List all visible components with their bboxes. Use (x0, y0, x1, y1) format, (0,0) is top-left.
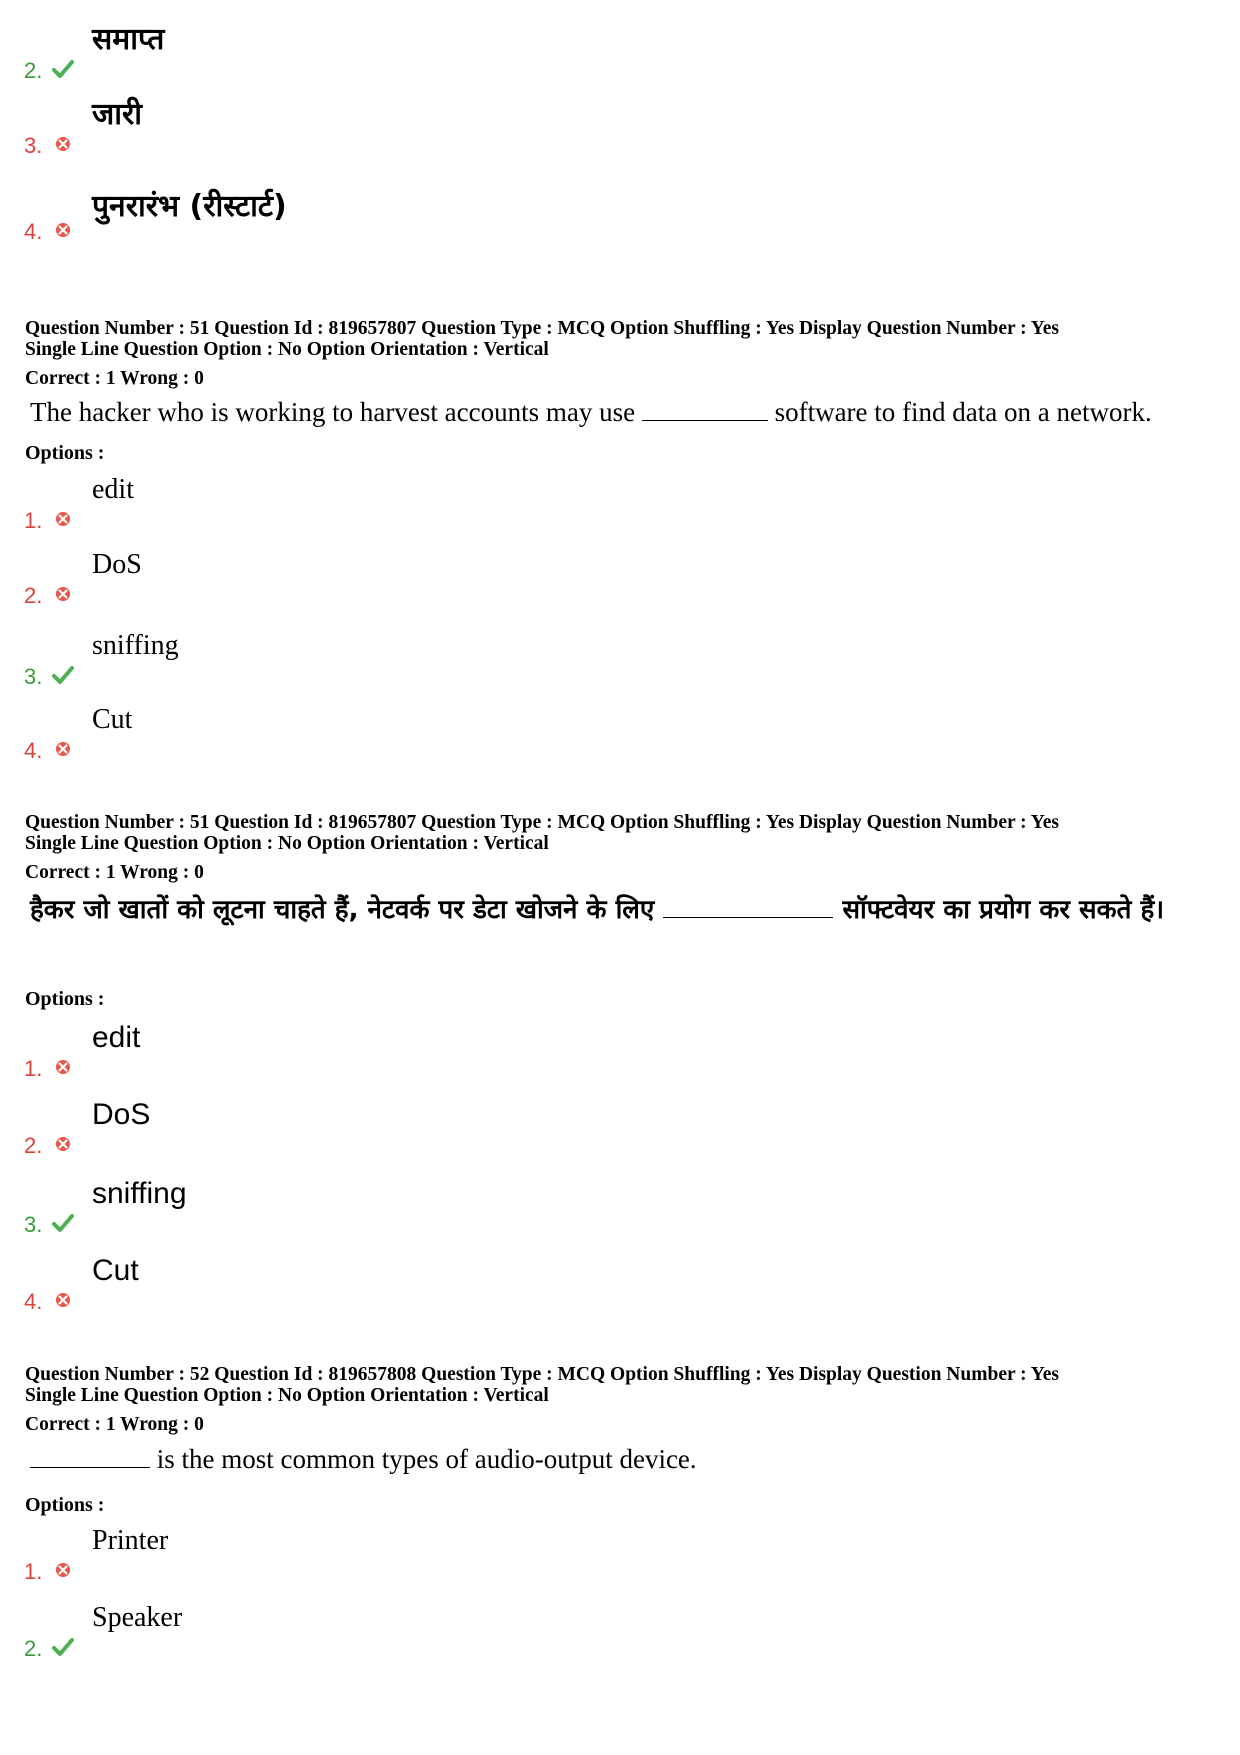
option-number: 3. (24, 133, 43, 158)
question-meta-line-1: Question Number : 51 Question Id : 819657807 Question Type : MCQ Option Shuffling : Yes Display Question Number : Yes (25, 318, 1059, 339)
answer-blank (663, 891, 833, 918)
option-1 (24, 472, 1124, 532)
option-number: 3. (24, 664, 43, 689)
cross-icon (52, 1133, 74, 1155)
check-icon (52, 58, 74, 80)
question-text-after: software to find data on a network. (774, 397, 1152, 427)
option-number: 1. (24, 508, 43, 533)
options-label: Options : (25, 1494, 105, 1516)
option-2 (24, 547, 1124, 607)
cross-icon (52, 1056, 74, 1078)
option-number: 2. (24, 1636, 43, 1661)
question-text-after: सॉफ्टवेयर का प्रयोग कर सकते हैं। (842, 895, 1165, 925)
option-1 (24, 1020, 1124, 1080)
option-text: edit (92, 474, 134, 505)
cross-icon (52, 1559, 74, 1581)
option-2 (24, 1097, 1124, 1157)
question-text (30, 1439, 1220, 1479)
prev-option-3 (24, 97, 1124, 157)
cross-icon (52, 1289, 74, 1311)
cross-icon (52, 219, 74, 241)
option-text: DoS (92, 1098, 151, 1131)
prev-option-2 (24, 22, 1124, 82)
options-label: Options : (25, 442, 105, 464)
question-meta-line-3: Correct : 1 Wrong : 0 (25, 368, 204, 389)
option-text: sniffing (92, 630, 179, 661)
cross-icon (52, 133, 74, 155)
option-text: Printer (92, 1525, 169, 1556)
question-meta-line-2: Single Line Question Option : No Option Orientation : Vertical (25, 833, 549, 854)
question-meta-line-3: Correct : 1 Wrong : 0 (25, 862, 204, 883)
answer-blank (30, 1441, 150, 1468)
cross-icon (52, 738, 74, 760)
option-text: जारी (92, 97, 143, 132)
question-text-before: The hacker who is working to harvest accounts may use (30, 397, 636, 427)
option-text: DoS (92, 549, 142, 580)
check-icon (52, 1212, 74, 1234)
option-text: पुनरारंभ (रीस्टार्ट) (92, 189, 287, 224)
question-text-before: हैकर जो खातों को लूटना चाहते हैं, नेटवर्क पर डेटा खोजने के लिए (30, 895, 655, 925)
option-1 (24, 1523, 1124, 1583)
option-2 (24, 1600, 1124, 1660)
option-text: sniffing (92, 1177, 187, 1210)
question-text (30, 888, 1220, 932)
option-text: Speaker (92, 1602, 183, 1633)
option-3 (24, 1176, 1124, 1236)
option-4 (24, 702, 1124, 762)
option-text: Cut (92, 1254, 139, 1287)
option-number: 3. (24, 1212, 43, 1237)
options-label: Options : (25, 988, 105, 1010)
option-text: समाप्त (92, 22, 165, 57)
option-text: edit (92, 1021, 141, 1054)
cross-icon (52, 508, 74, 530)
question-meta-line-3: Correct : 1 Wrong : 0 (25, 1414, 204, 1435)
option-number: 2. (24, 58, 43, 83)
option-number: 4. (24, 738, 43, 763)
option-number: 4. (24, 1289, 43, 1314)
prev-option-4 (24, 183, 1124, 243)
option-text: Cut (92, 704, 133, 735)
option-4 (24, 1253, 1124, 1313)
cross-icon (52, 583, 74, 605)
answer-blank (642, 394, 768, 421)
option-number: 4. (24, 219, 43, 244)
option-number: 1. (24, 1056, 43, 1081)
question-meta-line-1: Question Number : 52 Question Id : 819657808 Question Type : MCQ Option Shuffling : Yes Display Question Number : Yes (25, 1364, 1059, 1385)
option-number: 1. (24, 1559, 43, 1584)
option-number: 2. (24, 1133, 43, 1158)
question-meta-line-1: Question Number : 51 Question Id : 819657807 Question Type : MCQ Option Shuffling : Yes Display Question Number : Yes (25, 812, 1059, 833)
question-text (30, 392, 1220, 432)
check-icon (52, 664, 74, 686)
option-number: 2. (24, 583, 43, 608)
question-text-after: is the most common types of audio-output device. (156, 1444, 697, 1474)
check-icon (52, 1636, 74, 1658)
question-meta-line-2: Single Line Question Option : No Option Orientation : Vertical (25, 339, 549, 360)
option-3 (24, 628, 1124, 688)
question-meta-line-2: Single Line Question Option : No Option Orientation : Vertical (25, 1385, 549, 1406)
